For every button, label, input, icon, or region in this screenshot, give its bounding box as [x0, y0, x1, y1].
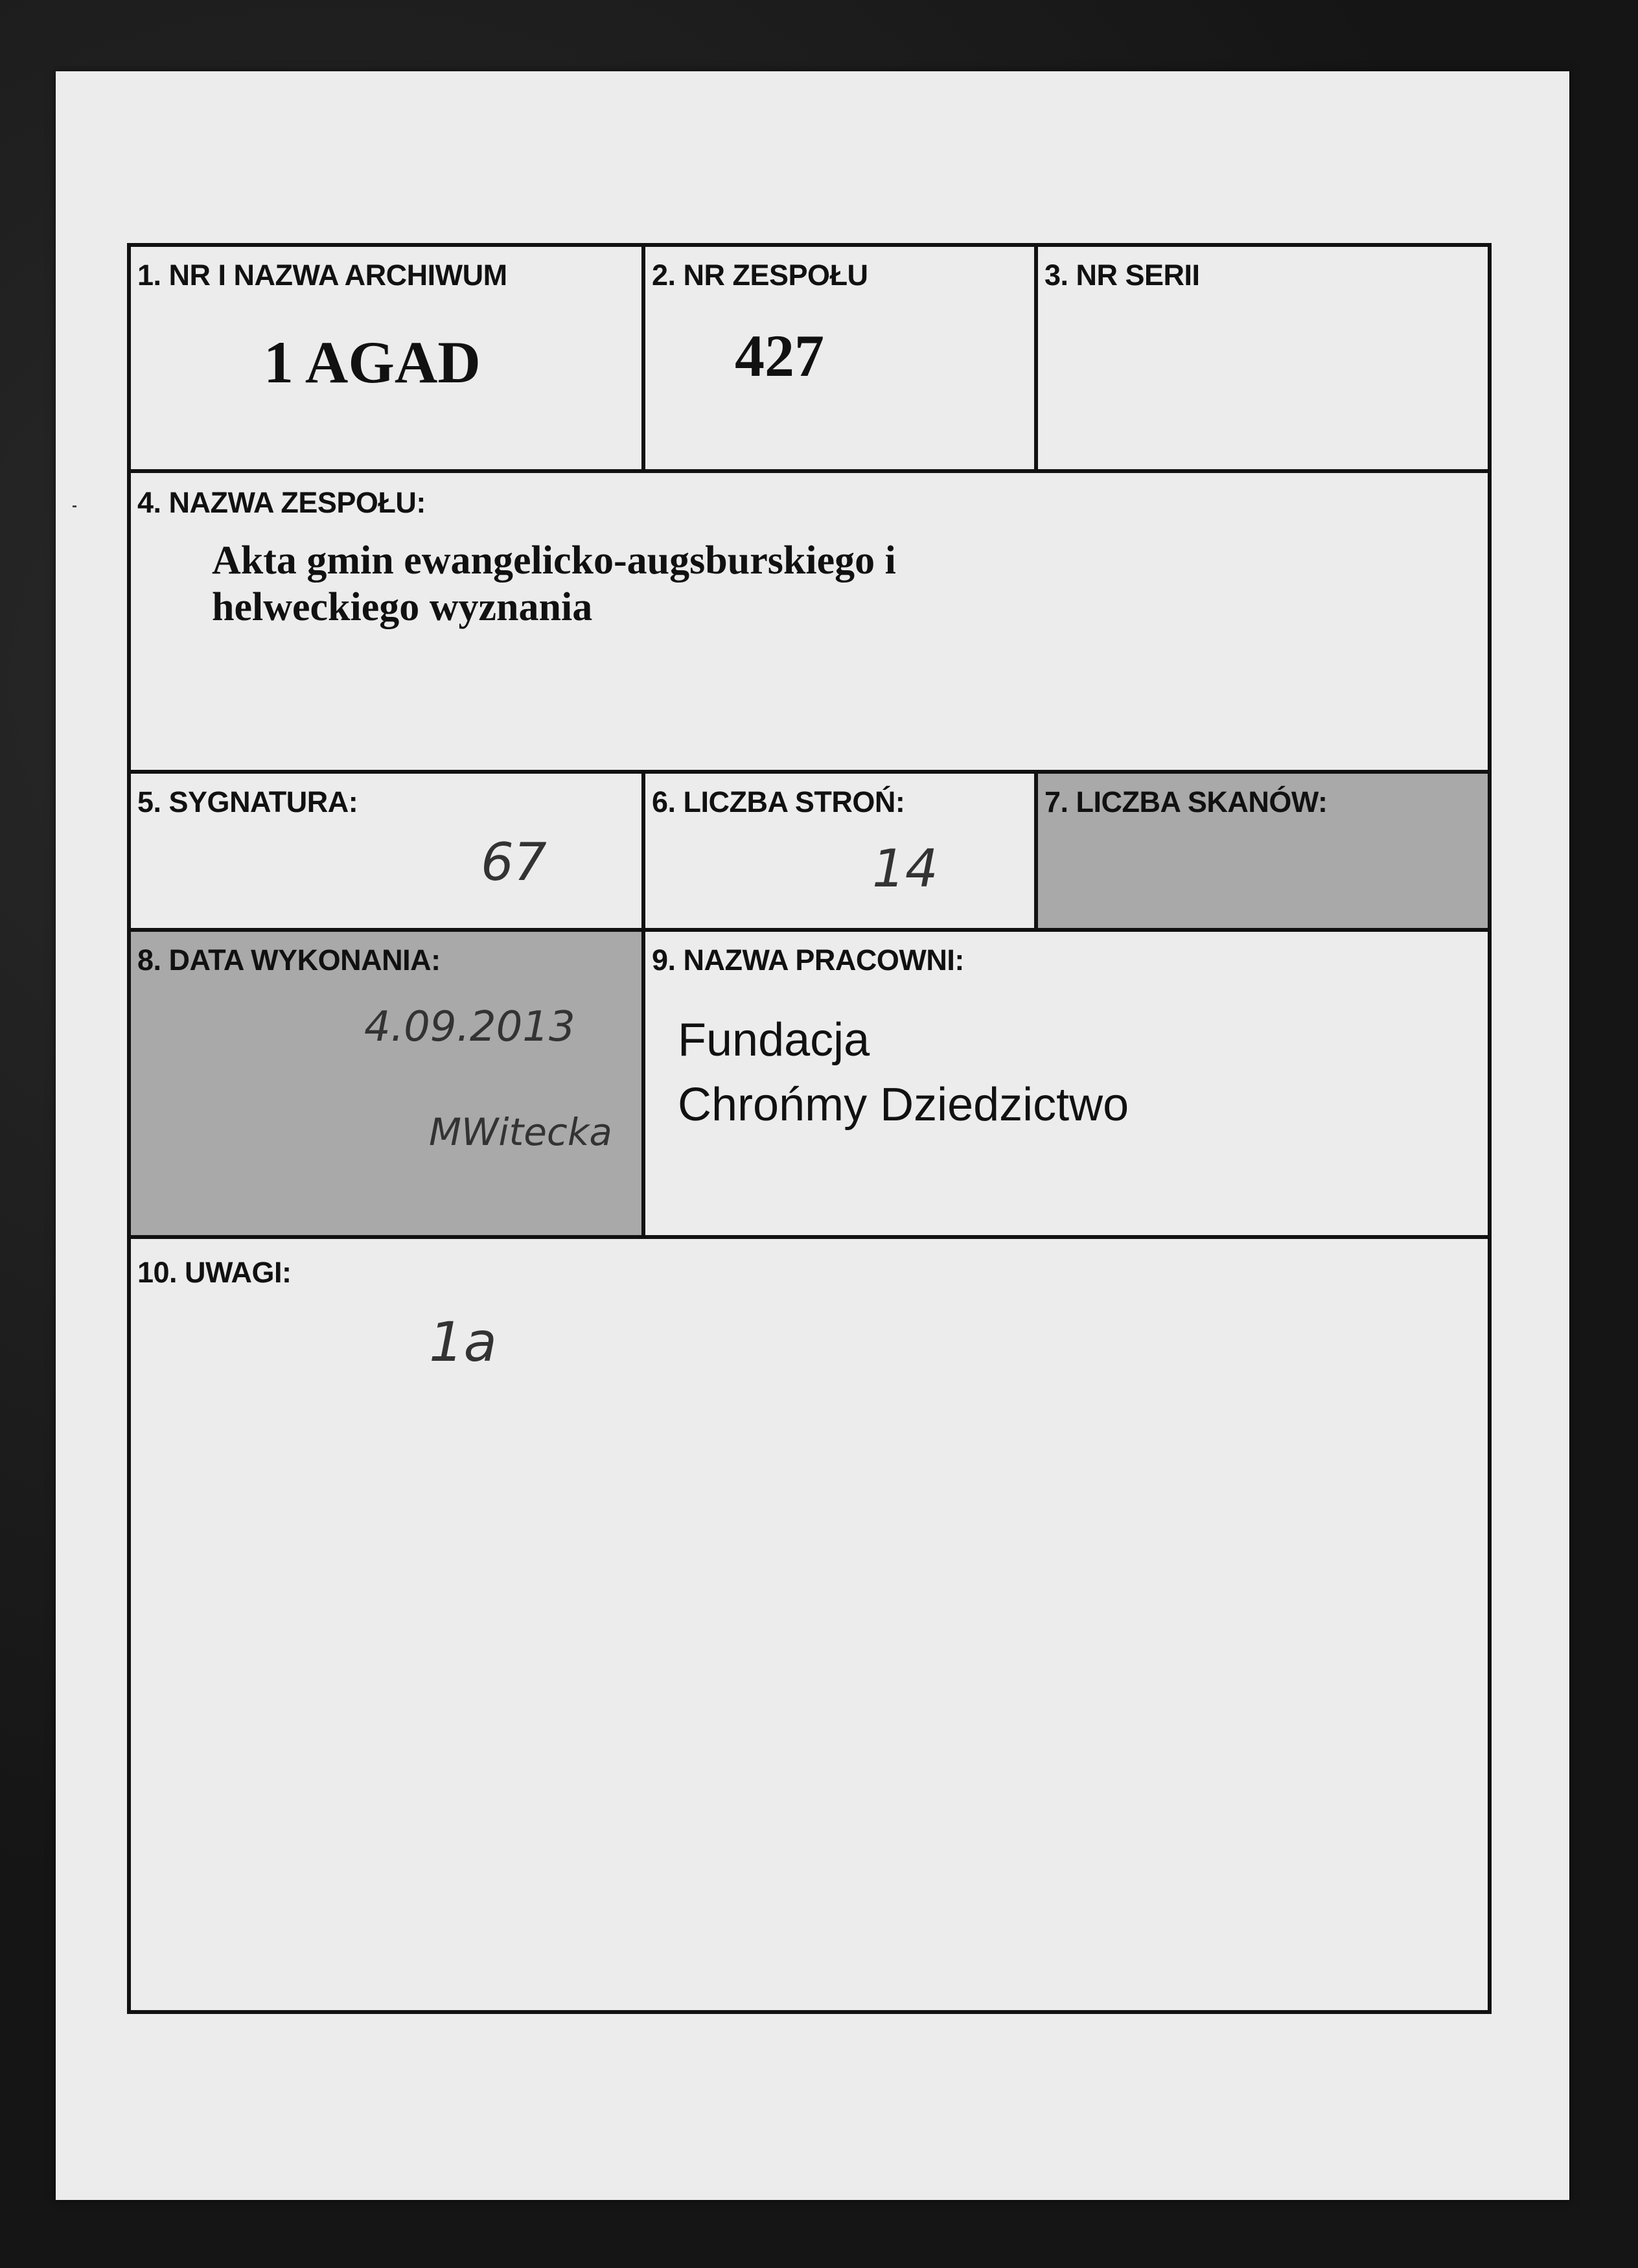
workshop-line2: Chrońmy Dziedzictwo — [678, 1079, 1129, 1131]
archive-form-sheet — [56, 71, 1569, 2200]
date-label: 8. DATA WYKONANIA: — [137, 943, 441, 977]
series-number-cell — [1034, 243, 1492, 473]
fonds-number-value: 427 — [735, 323, 824, 389]
workshop-label: 9. NAZWA PRACOWNI: — [652, 943, 964, 977]
archive-label: 1. NR I NAZWA ARCHIWUM — [137, 259, 507, 292]
fonds-number-label: 2. NR ZESPOŁU — [652, 259, 868, 292]
fonds-number-cell — [641, 243, 1038, 473]
date-cell — [127, 928, 645, 1239]
pages-cell — [641, 770, 1038, 932]
signature-cell — [127, 770, 645, 932]
date-signature: MWitecka — [429, 1110, 612, 1154]
scans-cell — [1034, 770, 1492, 932]
date-value: 4.09.2013 — [364, 1003, 575, 1051]
workshop-cell — [641, 928, 1492, 1239]
fonds-name-line2: helweckiego wyznania — [212, 585, 593, 629]
signature-value: 67 — [481, 832, 547, 892]
archive-value: 1 AGAD — [264, 329, 481, 395]
fonds-name-label: 4. NAZWA ZESPOŁU: — [137, 486, 426, 519]
margin-mark — [73, 505, 76, 507]
workshop-line1: Fundacja — [678, 1014, 870, 1066]
pages-label: 6. LICZBA STROŃ: — [652, 785, 905, 818]
series-number-label: 3. NR SERII — [1044, 259, 1200, 292]
scans-label: 7. LICZBA SKANÓW: — [1044, 785, 1328, 818]
signature-label: 5. SYGNATURA: — [137, 785, 358, 818]
fonds-name-line1: Akta gmin ewangelicko-augsburskiego i — [212, 538, 896, 583]
pages-value: 14 — [872, 839, 938, 899]
archive-cell — [127, 243, 645, 473]
notes-value: 1a — [429, 1310, 497, 1374]
notes-cell — [127, 1235, 1492, 2014]
fonds-name-cell — [127, 469, 1492, 774]
notes-label: 10. UWAGI: — [137, 1256, 292, 1289]
